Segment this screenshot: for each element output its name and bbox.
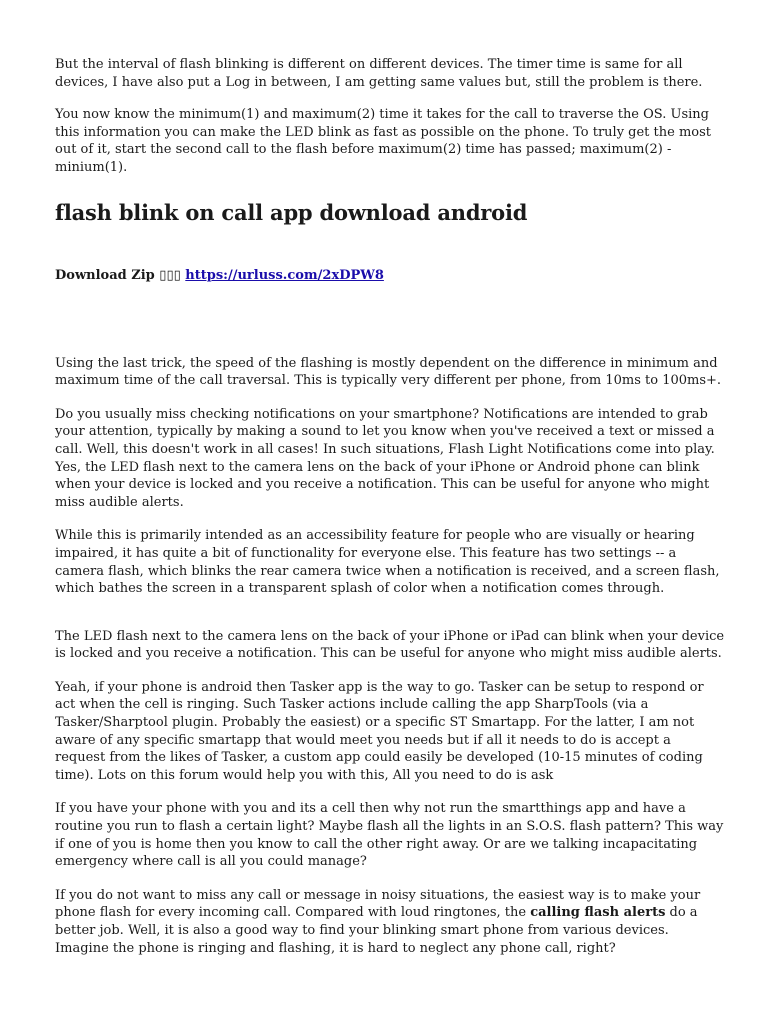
download-arrows-icon: ▯▯▯	[159, 267, 181, 283]
document-body	[55, 56, 725, 957]
download-label: Download Zip	[55, 267, 155, 283]
paragraph-led-flash: The LED flash next to the camera lens on the back of your iPhone or iPad can blink when your device is locked and you receive a notification. This can be useful for anyone who might miss audible alerts.	[55, 628, 725, 662]
download-link[interactable]: https://urluss.com/2xDPW8	[185, 267, 384, 283]
paragraph-smartthings: If you have your phone with you and its a cell then why not run the smartthings app and have a routine you run to flash a certain light? Maybe flash all the lights in an S.O.S. flash pattern? This way if one of you is home then you know to call the other right away. Or are we talking incapacitating emergency where call is all you could manage?	[55, 801, 724, 870]
page-heading: flash blink on call app download android	[55, 199, 528, 225]
paragraph-last-trick: Using the last trick, the speed of the flashing is mostly dependent on the difference in minimum and maximum time of the call traversal. This is typically very different per phone, from 10ms to 100ms+.	[55, 355, 722, 389]
paragraph-accessibility: While this is primarily intended as an accessibility feature for people who are visually or hearing impaired, it has quite a bit of functionality for everyone else. This feature has two settings -- a camera flash, which blinks the rear camera twice when a notification is received, and a screen flash, which bathes the screen in a transparent splash of color when a notification comes through.	[55, 528, 720, 597]
paragraph-notifications: Do you usually miss checking notifications on your smartphone? Notifications are intended to grab your attention, typically by making a sound to let you know when you've received a text or missed a call. Well, this doesn't work in all cases! In such situations, Flash Light Notifications come into play. Yes, the LED flash next to the camera lens on the back of your iPhone or Android phone can blink when your device is locked and you receive a notification. This can be useful for anyone who might miss audible alerts.	[55, 406, 715, 510]
calling-flash-text-start: If you do not want to miss any call or message in noisy situations, the easiest way is to make your phone flash for every incoming call. Compared with loud ringtones, the	[55, 887, 701, 921]
calling-flash-alerts-bold: calling flash alerts	[530, 905, 666, 921]
calling-flash-text-end: do a better job. Well, it is also a good way to find your blinking smart phone from various devices. Imagine the phone is ringing and flashing, it is hard to neglect any phone call, right?	[55, 905, 698, 956]
download-line	[55, 267, 725, 284]
paragraph-interval: But the interval of flash blinking is different on different devices. The timer time is same for all devices, I have also put a Log in between, I am getting same values but, still the problem is there.	[55, 57, 703, 90]
paragraph-min-max: You now know the minimum(1) and maximum(2) time it takes for the call to traverse the OS. Using this information you can make the LED blink as fast as possible on the phone. To truly get the most out of it, start the second call to the flash before maximum(2) time has passed; maximum(2) - minium(1).	[55, 107, 712, 175]
paragraph-calling-flash	[55, 887, 725, 957]
paragraph-tasker: Yeah, if your phone is android then Tasker app is the way to go. Tasker can be setup to respond or act when the cell is ringing. Such Tasker actions include calling the app SharpTools (via a Tasker/Sharptool plugin. Probably the easiest) or a specific ST Smartapp. For the latter, I am not aware of any specific smartapp that would meet you needs but if all it needs to do is accept a request from the likes of Tasker, a custom app could easily be developed (10-15 minutes of coding time). Lots on this forum would help you with this, All you need to do is ask	[55, 679, 704, 783]
